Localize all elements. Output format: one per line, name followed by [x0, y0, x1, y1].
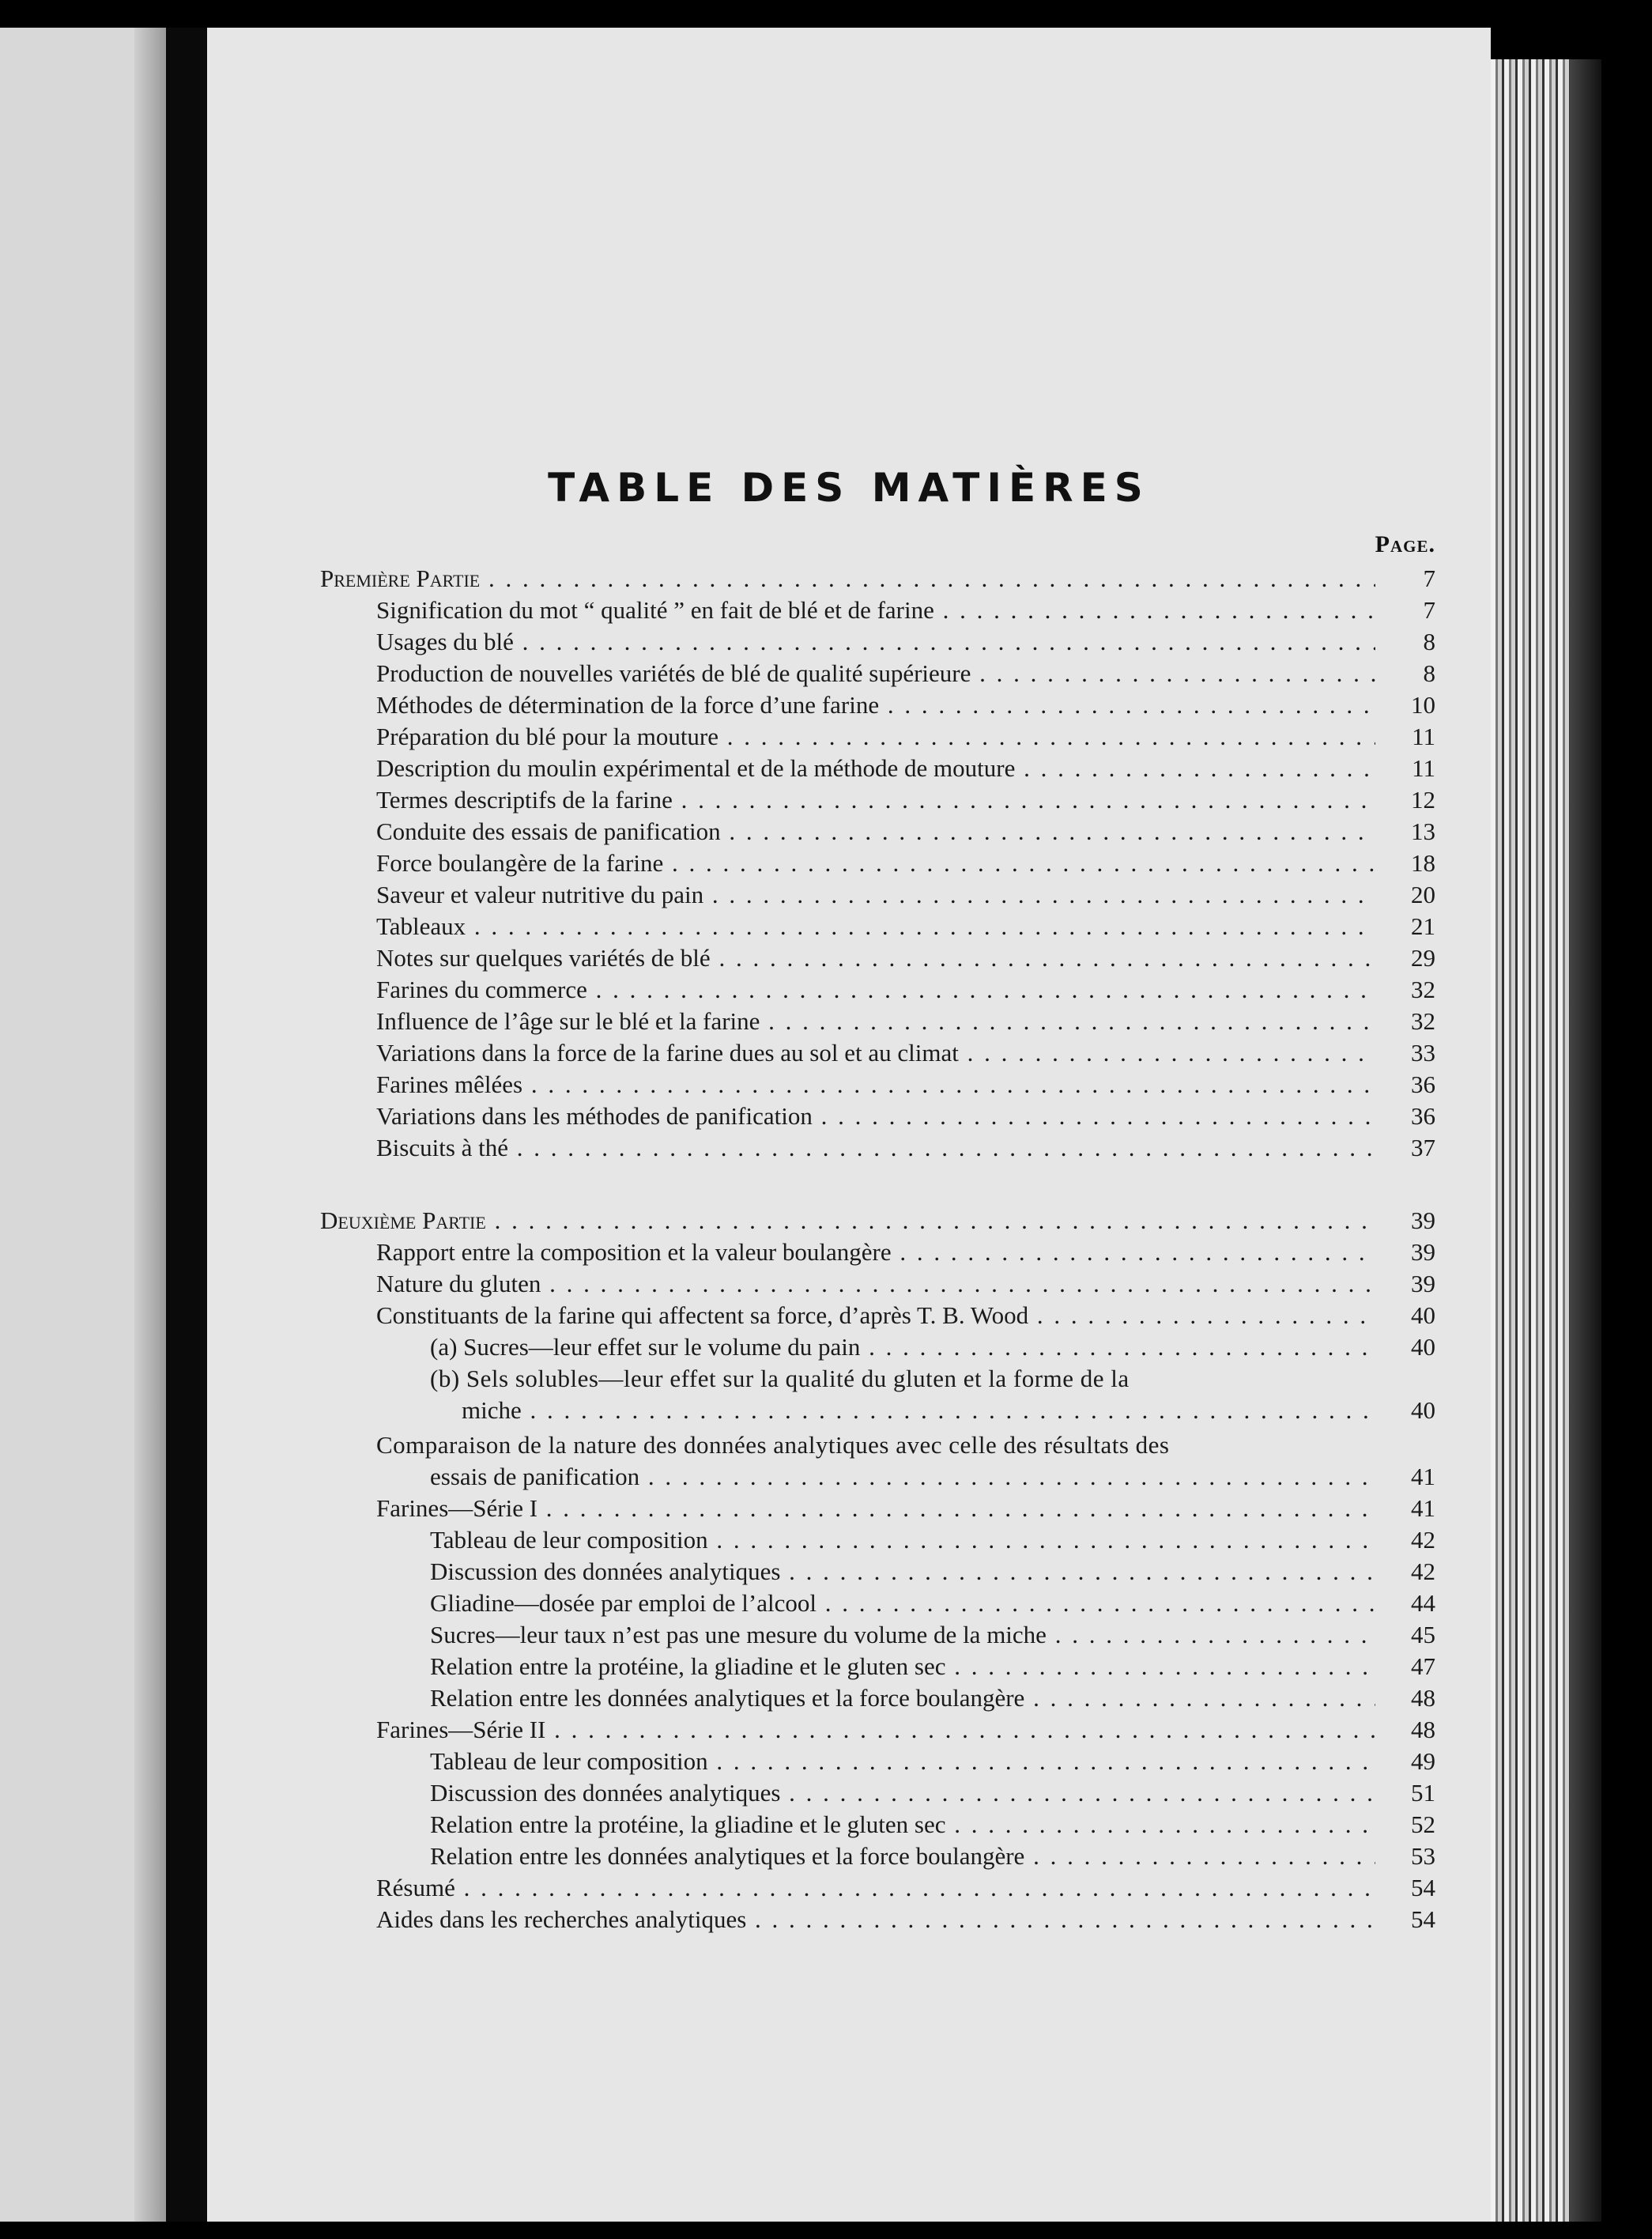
page-number: 11: [1412, 723, 1435, 750]
toc-subentry: [0, 1524, 1652, 1556]
page-number: 8: [1423, 628, 1435, 655]
toc-entry: [0, 816, 1652, 848]
toc-entry: [0, 689, 1652, 721]
entry-text: Relation entre la protéine, la gliadine et le gluten sec . . .: [430, 1651, 1375, 1682]
page-number: 12: [1411, 786, 1435, 814]
toc-entry: [0, 1132, 1652, 1164]
page-number: 13: [1411, 817, 1435, 845]
toc-part-1: [0, 563, 1652, 595]
page-number: 49: [1411, 1747, 1435, 1775]
toc-entry: [0, 848, 1652, 879]
toc-entry: [0, 942, 1652, 974]
entry-text: Variations dans les méthodes de panification . . .: [376, 1101, 1375, 1132]
page-number: 39: [1411, 1270, 1435, 1297]
entry-text: Relation entre les données analytiques et la force boulangère . . .: [430, 1682, 1375, 1714]
entry-text: Tableau de leur composition . . .: [430, 1524, 1375, 1556]
page-number: 7: [1423, 564, 1435, 592]
toc-subentry: [0, 1651, 1652, 1682]
entry-text: Constituants de la farine qui affectent sa force, d’après T. B. Wood . . .: [376, 1300, 1375, 1331]
toc-subentry: [0, 1331, 1652, 1363]
page-number: 21: [1411, 912, 1435, 940]
toc-entry-continued: [0, 1461, 1652, 1493]
entry-text-continued: miche . . .: [462, 1395, 1375, 1426]
toc-entry: [0, 1429, 1652, 1461]
entry-text: (b) Sels solubles—leur effet sur la qualité du gluten et la forme de la: [430, 1365, 1130, 1392]
page-number: 51: [1411, 1779, 1435, 1807]
toc-entry: [0, 1300, 1652, 1331]
entry-text: Discussion des données analytiques . . .: [430, 1556, 1375, 1588]
toc-entry: [0, 1101, 1652, 1132]
entry-text: Production de nouvelles variétés de blé de qualité supérieure . . .: [376, 658, 1375, 689]
toc-entry: [0, 1237, 1652, 1268]
page-number: 18: [1411, 849, 1435, 877]
page-number: 41: [1411, 1463, 1435, 1490]
toc-entry: [0, 1714, 1652, 1746]
toc-entry: [0, 658, 1652, 689]
page-number: 20: [1411, 881, 1435, 908]
toc-subentry: [0, 1746, 1652, 1777]
toc-entry: [0, 1037, 1652, 1069]
page-number: 36: [1411, 1102, 1435, 1130]
page-number: 45: [1411, 1621, 1435, 1648]
entry-text: Rapport entre la composition et la valeur boulangère . . .: [376, 1237, 1375, 1268]
page-number: 33: [1411, 1039, 1435, 1067]
entry-text: (a) Sucres—leur effet sur le volume du pain . . .: [430, 1331, 1375, 1363]
entry-text: Influence de l’âge sur le blé et la farine . . .: [376, 1006, 1375, 1037]
toc-entry: [0, 1904, 1652, 1935]
entry-text: Résumé . . .: [376, 1872, 1375, 1904]
entry-text: Relation entre la protéine, la gliadine et le gluten sec . . .: [430, 1809, 1375, 1841]
entry-text: Préparation du blé pour la mouture . . .: [376, 721, 1375, 753]
page-number: 48: [1411, 1684, 1435, 1712]
toc-entry: [0, 1268, 1652, 1300]
page-number: 8: [1423, 659, 1435, 687]
entry-text: Tableaux . . .: [376, 911, 1375, 942]
toc-subentry: [0, 1841, 1652, 1872]
page-number: 53: [1411, 1842, 1435, 1870]
part-label: Deuxième Partie . . .: [320, 1205, 1375, 1237]
page-title: TABLE DES MATIÈRES: [548, 465, 1150, 511]
entry-text: Saveur et valeur nutritive du pain . . .: [376, 879, 1375, 911]
page-number: 40: [1411, 1396, 1435, 1424]
toc-entry: [0, 911, 1652, 942]
entry-text: Variations dans la force de la farine dues au sol et au climat . . .: [376, 1037, 1375, 1069]
toc-subentry: [0, 1588, 1652, 1619]
toc-entry: [0, 1872, 1652, 1904]
entry-text: Aides dans les recherches analytiques . . .: [376, 1904, 1375, 1935]
entry-text: Tableau de leur composition . . .: [430, 1746, 1375, 1777]
toc-entry: [0, 626, 1652, 658]
page-number: 10: [1411, 691, 1435, 719]
entry-text: Usages du blé . . .: [376, 626, 1375, 658]
entry-text: Discussion des données analytiques . . .: [430, 1777, 1375, 1809]
entry-text: Gliadine—dosée par emploi de l’alcool . . .: [430, 1588, 1375, 1619]
entry-text: Méthodes de détermination de la force d’une farine . . .: [376, 689, 1375, 721]
page-number: 39: [1411, 1238, 1435, 1266]
toc-subentry: [0, 1777, 1652, 1809]
entry-text: Termes descriptifs de la farine . . .: [376, 784, 1375, 816]
toc-entry: [0, 1006, 1652, 1037]
entry-text: Description du moulin expérimental et de la méthode de mouture . . .: [376, 753, 1375, 784]
page-number: 52: [1411, 1810, 1435, 1838]
page-number: 42: [1411, 1557, 1435, 1585]
entry-text: Biscuits à thé . . .: [376, 1132, 1375, 1164]
page-number: 42: [1411, 1526, 1435, 1554]
page-number: 36: [1411, 1070, 1435, 1098]
entry-text: Signification du mot “ qualité ” en fait de blé et de farine . . .: [376, 595, 1375, 626]
page-number: 32: [1411, 976, 1435, 1003]
entry-text: Nature du gluten . . .: [376, 1268, 1375, 1300]
entry-text: Farines—Série I . . .: [376, 1493, 1375, 1524]
toc-subentry: [0, 1682, 1652, 1714]
toc-entry: [0, 1069, 1652, 1101]
page-number: 41: [1411, 1494, 1435, 1522]
toc-part-2: [0, 1205, 1652, 1237]
entry-text: Comparaison de la nature des données analytiques avec celle des résultats des: [376, 1431, 1170, 1459]
page-number: 39: [1411, 1206, 1435, 1234]
page-number: 54: [1411, 1874, 1435, 1901]
part-label: Première Partie . . .: [320, 563, 1375, 595]
page-column-header: Page.: [1375, 531, 1435, 557]
page-number: 48: [1411, 1716, 1435, 1743]
page-number: 37: [1411, 1134, 1435, 1161]
page-number: 54: [1411, 1905, 1435, 1933]
entry-text: Farines du commerce . . .: [376, 974, 1375, 1006]
entry-text: Farines—Série II . . .: [376, 1714, 1375, 1746]
toc-entry: [0, 974, 1652, 1006]
entry-text: Relation entre les données analytiques et la force boulangère . . .: [430, 1841, 1375, 1872]
toc-entry: [0, 753, 1652, 784]
toc-subentry: [0, 1809, 1652, 1841]
toc-subentry: [0, 1556, 1652, 1588]
entry-text: Notes sur quelques variétés de blé . . .: [376, 942, 1375, 974]
page-number: 11: [1412, 754, 1435, 782]
toc-entry: [0, 879, 1652, 911]
entry-text: Conduite des essais de panification . . .: [376, 816, 1375, 848]
toc-subentry: [0, 1619, 1652, 1651]
page-number: 40: [1411, 1301, 1435, 1329]
toc-subentry-continued: [0, 1395, 1652, 1426]
page-number: 7: [1423, 596, 1435, 624]
page-number: 29: [1411, 944, 1435, 972]
toc-entry: [0, 784, 1652, 816]
toc-entry: [0, 595, 1652, 626]
page-number: 47: [1411, 1652, 1435, 1680]
entry-text: Farines mêlées . . .: [376, 1069, 1375, 1101]
toc-entry: [0, 721, 1652, 753]
toc-entry: [0, 1493, 1652, 1524]
page-number: 32: [1411, 1007, 1435, 1035]
entry-text: Sucres—leur taux n’est pas une mesure du volume de la miche . . .: [430, 1619, 1375, 1651]
entry-text-continued: essais de panification . . .: [430, 1461, 1375, 1493]
page-number: 44: [1411, 1589, 1435, 1617]
entry-text: Force boulangère de la farine . . .: [376, 848, 1375, 879]
page-number: 40: [1411, 1333, 1435, 1361]
toc-subentry: [0, 1363, 1652, 1395]
